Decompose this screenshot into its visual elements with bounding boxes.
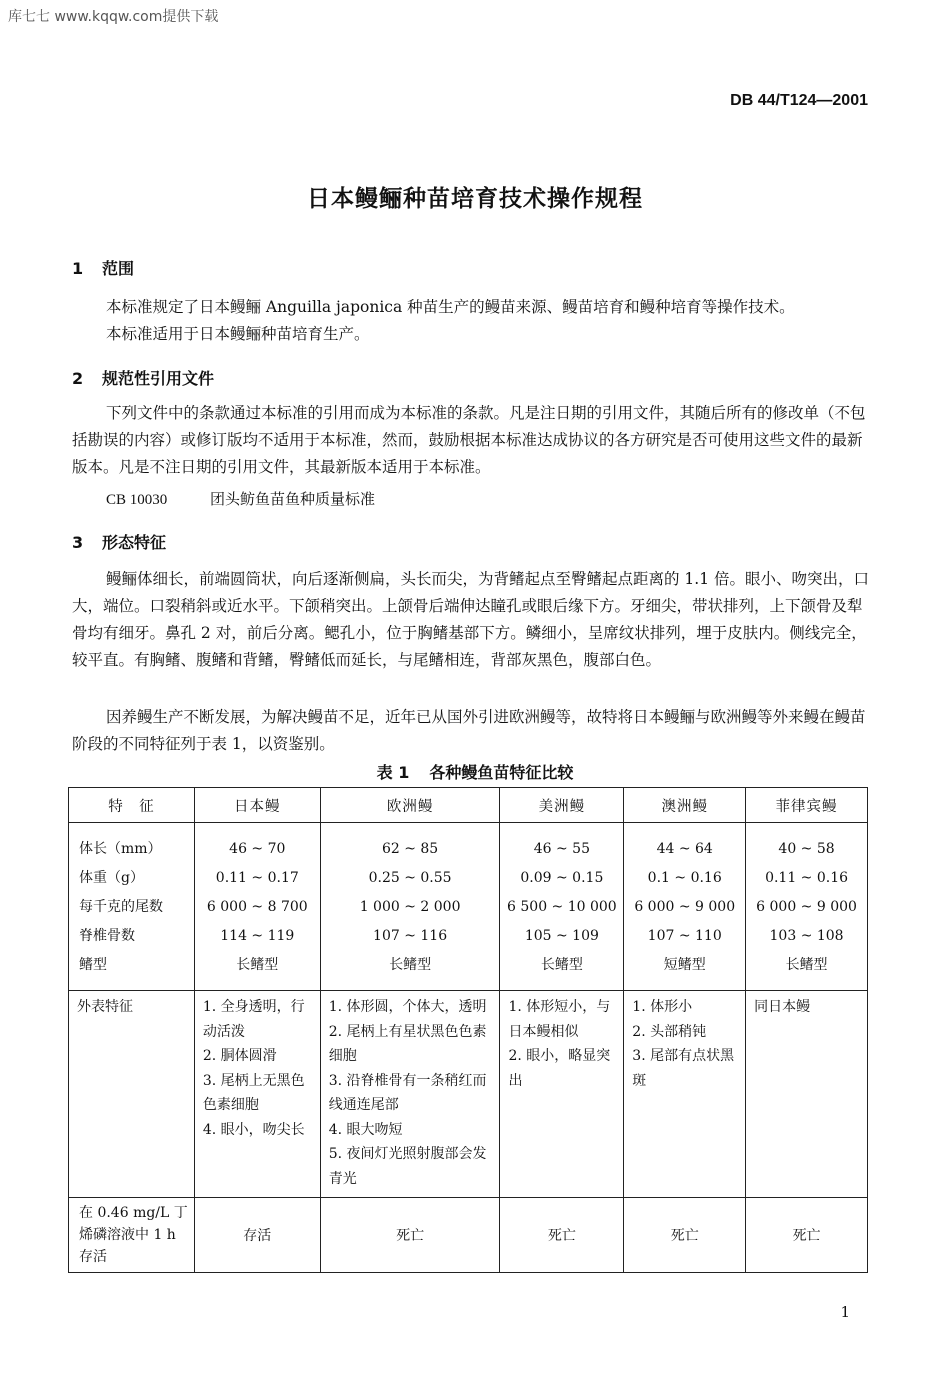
- features-european-eel: [320, 991, 500, 1198]
- list-item: 2. 头部稍钝: [632, 1023, 707, 1040]
- header-american-eel: 美洲鳗: [500, 788, 624, 823]
- table-cell: 0.11 ~ 0.16: [765, 870, 849, 886]
- label-body-length: 体长（mm）: [79, 841, 162, 857]
- section-1-heading: [72, 256, 134, 279]
- section-3-paragraph-1: 鳗鲡体细长，前端圆筒状，向后逐渐侧扁，头长而尖，为背鳍起点至臀鳍起点距离的 1.1 倍。眼小、吻突出，口大，端位。口裂稍斜或近水平。下颌稍突出。上颌骨后端伸达瞳孔或眼后缘下方。牙细尖，带状排列，上下颌骨及犁骨均有细牙。鼻孔 2 对，前后分离。鳃孔小，位于胸鳍基部下方。鳞细小，呈席纹状排列，埋于皮肤内。侧线完全，较平直。有胸鳍、腹鳍和背鳍，臀鳍低而延长，与尾鳍相连，背部灰黑色，腹部白色。: [72, 570, 870, 669]
- list-item: 1. 体形短小，与日本鳗相似: [508, 999, 611, 1040]
- list-item: 4. 眼小，吻尖长: [202, 1121, 305, 1138]
- section-3-paragraph-2: 因养鳗生产不断发展，为解决鳗苗不足，近年已从国外引进欧洲鳗等，故特将日本鳗鲡与欧洲鳗等外来鳗在鳗苗阶段的不同特征列于表 1，以资鉴别。: [72, 708, 866, 753]
- label-body-weight: 体重（g）: [79, 870, 144, 886]
- metrics-japanese-eel: [194, 823, 320, 991]
- metrics-philippine-eel: [746, 823, 868, 991]
- header-philippine-eel: 菲律宾鳗: [746, 788, 868, 823]
- table-row-metrics: [69, 823, 868, 991]
- document-id: DB 44/T124—2001: [730, 92, 868, 109]
- reference-title: 团头鲂鱼苗鱼种质量标准: [210, 490, 376, 508]
- page-number: 1: [840, 1303, 850, 1321]
- list-item: 4. 眼大吻短: [328, 1121, 403, 1138]
- table-cell: 短鳍型: [663, 957, 706, 973]
- table-cell: 6 500 ~ 10 000: [507, 899, 617, 915]
- metrics-american-eel: [500, 823, 624, 991]
- table-cell: 107 ~ 116: [373, 928, 448, 944]
- section-number: 1: [72, 259, 84, 278]
- list-item: 1. 全身透明，行动活泼: [202, 999, 305, 1040]
- eel-comparison-table: [68, 787, 868, 1273]
- metrics-european-eel: [320, 823, 500, 991]
- list-item: 同日本鳗: [754, 999, 811, 1015]
- table-cell: 46 ~ 55: [533, 841, 590, 857]
- table-caption: [0, 760, 950, 783]
- section-3-heading: [72, 530, 166, 553]
- header-japanese-eel: 日本鳗: [194, 788, 320, 823]
- section-title: 范围: [102, 259, 135, 278]
- table-caption-title: 各种鳗鱼苗特征比较: [429, 763, 574, 782]
- section-number: 2: [72, 369, 84, 388]
- section-2-paragraph: 下列文件中的条款通过本标准的引用而成为本标准的条款。凡是注日期的引用文件，其随后所有的修改单（不包括勘误的内容）或修订版均不适用于本标准，然而，鼓励根据本标准达成协议的各方研究是否可使用这些文件的最新版本。凡是不注日期的引用文件，其最新版本适用于本标准。: [72, 404, 866, 476]
- table-cell: 0.09 ~ 0.15: [520, 870, 604, 886]
- table-cell: 62 ~ 85: [381, 841, 439, 857]
- section-number: 3: [72, 533, 84, 552]
- table-row-survival: [69, 1198, 868, 1273]
- section-1-paragraph-2: 本标准适用于日本鳗鲡种苗培育生产。: [106, 325, 370, 343]
- header-european-eel: 欧洲鳗: [320, 788, 500, 823]
- label-count-per-kg: 每千克的尾数: [79, 899, 163, 915]
- features-japanese-eel: [194, 991, 320, 1198]
- section-title: 形态特征: [102, 533, 167, 552]
- table-cell: 44 ~ 64: [656, 841, 713, 857]
- survival-european-eel: 死亡: [320, 1198, 500, 1273]
- list-item: 2. 尾柄上有星状黑色色素细胞: [328, 1023, 487, 1064]
- table-cell: 6 000 ~ 9 000: [634, 899, 736, 915]
- metrics-australian-eel: [624, 823, 746, 991]
- list-item: 1. 体形圆，个体大，透明: [328, 999, 487, 1015]
- section-1-paragraph-1: 本标准规定了日本鳗鲡 Anguilla japonica 种苗生产的鳗苗来源、鳗苗培育和鳗种培育等操作技术。: [106, 298, 795, 316]
- table-cell: 46 ~ 70: [229, 841, 286, 857]
- table-cell: 103 ~ 108: [769, 928, 844, 944]
- normative-reference: [106, 488, 375, 509]
- survival-philippine-eel: 死亡: [746, 1198, 868, 1273]
- page-title: 日本鳗鲡种苗培育技术操作规程: [307, 186, 643, 212]
- watermark-text: 库七七 www.kqqw.com提供下载: [8, 9, 219, 25]
- table-cell: 105 ~ 109: [524, 928, 599, 944]
- label-fin-type: 鳍型: [79, 957, 107, 973]
- table-cell: 0.1 ~ 0.16: [647, 870, 722, 886]
- section-2-heading: [72, 366, 214, 389]
- table-cell: 0.11 ~ 0.17: [215, 870, 299, 886]
- survival-australian-eel: 死亡: [624, 1198, 746, 1273]
- table-cell: 长鳍型: [389, 957, 432, 973]
- table-cell: 0.25 ~ 0.55: [368, 870, 452, 886]
- list-item: 3. 尾部有点状黑斑: [632, 1048, 735, 1089]
- list-item: 2. 胴体圆滑: [202, 1048, 277, 1064]
- label-appearance: 外表特征: [69, 991, 195, 1198]
- table-cell: 107 ~ 110: [647, 928, 722, 944]
- survival-japanese-eel: 存活: [194, 1198, 320, 1273]
- table-cell: 114 ~ 119: [220, 928, 295, 944]
- table-cell: 长鳍型: [236, 957, 279, 973]
- section-title: 规范性引用文件: [102, 369, 215, 388]
- features-australian-eel: [624, 991, 746, 1198]
- list-item: 3. 沿脊椎骨有一条稍红而线通连尾部: [328, 1072, 487, 1113]
- features-american-eel: [500, 991, 624, 1198]
- list-item: 5. 夜间灯光照射腹部会发青光: [328, 1146, 487, 1187]
- table-cell: 长鳍型: [785, 957, 828, 973]
- label-survival-test: 在 0.46 mg/L 丁烯磷溶液中 1 h 存活: [69, 1198, 195, 1273]
- survival-american-eel: 死亡: [500, 1198, 624, 1273]
- label-vertebrae: 脊椎骨数: [79, 928, 135, 944]
- table-header-row: [69, 788, 868, 823]
- header-feature: 特 征: [69, 788, 195, 823]
- table-cell: 6 000 ~ 8 700: [206, 899, 308, 915]
- reference-code: CB 10030: [106, 492, 168, 508]
- list-item: 1. 体形小: [632, 999, 693, 1015]
- table-cell: 6 000 ~ 9 000: [756, 899, 857, 915]
- metric-labels-cell: [69, 823, 195, 991]
- table-cell: 1 000 ~ 2 000: [359, 899, 461, 915]
- list-item: 3. 尾柄上无黑色色素细胞: [202, 1072, 305, 1113]
- table-cell: 40 ~ 58: [778, 841, 835, 857]
- features-philippine-eel: [746, 991, 868, 1198]
- list-item: 2. 眼小，略显突出: [508, 1048, 611, 1089]
- table-row-features: [69, 991, 868, 1198]
- table-caption-label: 表 1: [376, 763, 410, 782]
- header-australian-eel: 澳洲鳗: [624, 788, 746, 823]
- table-cell: 长鳍型: [540, 957, 583, 973]
